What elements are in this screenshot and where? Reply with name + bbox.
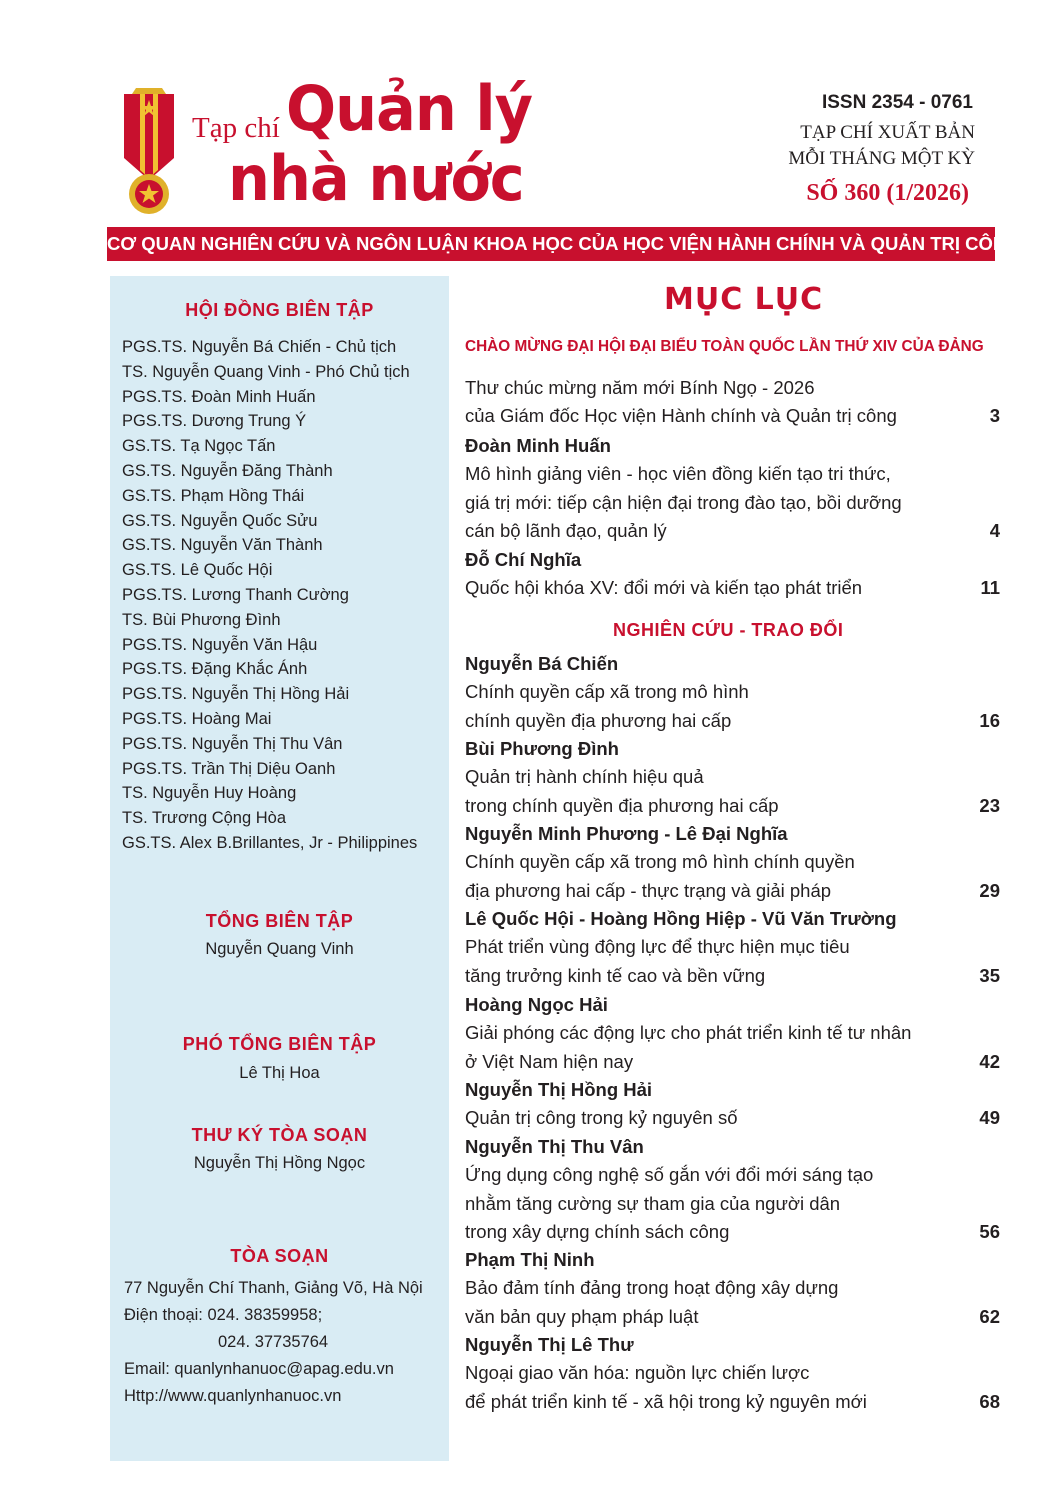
toc-page-number: 16 — [979, 709, 1000, 731]
board-member: GS.TS. Tạ Ngọc Tấn — [122, 437, 276, 456]
toc-article-title-line: tăng trưởng kinh tế cao và bền vững — [465, 964, 766, 986]
toc-page-number: 35 — [979, 964, 1000, 986]
toc-article-title-line: trong xây dựng chính sách công — [465, 1221, 730, 1243]
office-website[interactable]: Http://www.quanlynhanuoc.vn — [124, 1387, 342, 1405]
toc-author: Nguyễn Thị Hồng Hải — [465, 1079, 653, 1100]
toc-title: MỤC LỤC — [664, 282, 824, 317]
office-title: TÒA SOẠN — [230, 1246, 329, 1266]
toc-author: Hoàng Ngọc Hải — [465, 994, 608, 1015]
board-member: PGS.TS. Dương Trung Ý — [122, 412, 307, 431]
toc-section-congress: CHÀO MỪNG ĐẠI HỘI ĐẠI BIỂU TOÀN QUỐC LẦN THỨ XIV CỦA ĐẢNG — [465, 338, 984, 355]
board-member: PGS.TS. Hoàng Mai — [122, 709, 272, 728]
board-member: GS.TS. Nguyễn Văn Thành — [122, 536, 323, 555]
toc-entry[interactable] — [465, 374, 1000, 431]
toc-page-number: 4 — [989, 520, 1000, 542]
toc-section-research: NGHIÊN CỨU - TRAO ĐỔI — [613, 620, 844, 640]
frequency-line2: MỖI THÁNG MỘT KỲ — [788, 148, 975, 169]
publisher-banner: CƠ QUAN NGHIÊN CỨU VÀ NGÔN LUẬN KHOA HỌC CỦA HỌC VIỆN HÀNH CHÍNH VÀ QUẢN TRỊ CÔNG — [107, 227, 995, 261]
toc-article-title-line: Mô hình giảng viên - học viên đồng kiến tạo tri thức, — [465, 463, 891, 485]
toc-article-title-line: cán bộ lãnh đạo, quản lý — [465, 520, 667, 542]
deputy-title: PHÓ TỔNG BIÊN TẬP — [182, 1034, 377, 1054]
toc-article-title-line: Chính quyền cấp xã trong mô hình — [465, 681, 749, 703]
toc-page-number: 11 — [980, 577, 1000, 599]
toc-page-number: 62 — [979, 1305, 1000, 1327]
toc-article-title-line: trong chính quyền địa phương hai cấp — [465, 794, 779, 816]
toc-article-title-line: Chính quyền cấp xã trong mô hình chính quyền — [465, 851, 855, 873]
board-member: PGS.TS. Nguyễn Thị Hồng Hải — [122, 685, 350, 704]
board-member: TS. Bùi Phương Đình — [122, 610, 281, 629]
toc-article-title-line: Quốc hội khóa XV: đổi mới và kiến tạo phát triển — [465, 577, 863, 599]
toc-article-title-line: nhằm tăng cường sự tham gia của người dân — [465, 1192, 841, 1214]
office-phone2: 024. 37735764 — [218, 1333, 329, 1351]
board-title: HỘI ĐỒNG BIÊN TẬP — [185, 300, 374, 320]
toc-page-number: 23 — [979, 794, 1000, 816]
secretary: Nguyễn Thị Hồng Ngọc — [193, 1154, 366, 1172]
toc-article-title-line: Thư chúc mừng năm mới Bính Ngọ - 2026 — [465, 377, 815, 398]
toc-entry[interactable] — [465, 546, 1000, 603]
toc-author: Nguyễn Thị Lê Thư — [465, 1334, 634, 1355]
toc-article-title-line: để phát triển kinh tế - xã hội trong kỷ nguyên mới — [465, 1390, 867, 1412]
toc-article-title-line: Giải phóng các động lực cho phát triển kinh tế tư nhân — [465, 1022, 912, 1044]
toc-author: Bùi Phương Đình — [465, 738, 619, 759]
journal-prefix: Tạp chí — [192, 112, 280, 144]
toc-entry[interactable] — [465, 735, 1000, 820]
office-phone1: Điện thoại: 024. 38359958; — [124, 1306, 323, 1324]
board-member: GS.TS. Nguyễn Đăng Thành — [122, 461, 333, 480]
toc-article-title-line: Bảo đảm tính đảng trong hoạt động xây dựng — [465, 1277, 839, 1299]
board-member: PGS.TS. Nguyễn Văn Hậu — [122, 635, 318, 654]
journal-title-line1: Quản lý — [286, 72, 533, 145]
toc-entry[interactable] — [465, 432, 1000, 546]
toc-author: Đoàn Minh Huấn — [465, 435, 611, 456]
toc-entry[interactable] — [465, 1076, 1000, 1133]
board-member: TS. Nguyễn Huy Hoàng — [122, 784, 297, 803]
editor-in-chief-title: TỔNG BIÊN TẬP — [205, 911, 354, 931]
board-list — [122, 335, 417, 856]
toc-article-title-line: Ứng dụng công nghệ số gắn với đổi mới sáng tạo — [465, 1164, 874, 1186]
board-member: GS.TS. Phạm Hồng Thái — [122, 486, 305, 505]
issn: ISSN 2354 - 0761 — [821, 92, 973, 113]
toc-entry[interactable] — [465, 1331, 1000, 1416]
frequency-line1: TẠP CHÍ XUẤT BẢN — [800, 122, 975, 143]
toc-article-title-line: Quản trị hành chính hiệu quả — [465, 766, 704, 788]
medal-emblem-icon — [118, 88, 180, 218]
board-member: GS.TS. Lê Quốc Hội — [122, 561, 273, 580]
secretary-title: THƯ KÝ TÒA SOẠN — [191, 1125, 368, 1145]
editorial-panel — [110, 276, 449, 1461]
board-member: PGS.TS. Trần Thị Diệu Oanh — [122, 759, 336, 778]
toc-article-title-line: của Giám đốc Học viện Hành chính và Quản trị công — [465, 405, 897, 427]
board-member: PGS.TS. Đoàn Minh Huấn — [122, 387, 316, 406]
board-member: TS. Nguyễn Quang Vinh - Phó Chủ tịch — [122, 362, 410, 381]
toc-entry[interactable] — [465, 820, 1000, 905]
toc-page-number: 42 — [979, 1050, 1000, 1072]
toc-article-title-line: chính quyền địa phương hai cấp — [465, 709, 732, 731]
toc-author: Nguyễn Thị Thu Vân — [465, 1136, 644, 1157]
board-member: TS. Trương Cộng Hòa — [122, 809, 287, 828]
toc-article-title-line: giá trị mới: tiếp cận hiện đại trong đào tạo, bồi dưỡng — [465, 491, 902, 513]
toc-page-number: 29 — [979, 879, 1000, 901]
toc-entry[interactable] — [465, 1133, 1000, 1247]
toc-article-title-line: ở Việt Nam hiện nay — [465, 1050, 634, 1072]
toc-page-number: 3 — [989, 405, 1000, 427]
toc-article-title-line: Ngoại giao văn hóa: nguồn lực chiến lược — [465, 1362, 810, 1384]
board-member: PGS.TS. Nguyễn Thị Thu Vân — [122, 734, 343, 753]
toc-author: Lê Quốc Hội - Hoàng Hồng Hiệp - Vũ Văn Trường — [465, 908, 897, 929]
toc-author: Nguyễn Bá Chiến — [465, 653, 619, 674]
board-member: GS.TS. Nguyễn Quốc Sửu — [122, 511, 318, 530]
office-address: 77 Nguyễn Chí Thanh, Giảng Võ, Hà Nội — [124, 1279, 423, 1297]
board-member: PGS.TS. Lương Thanh Cường — [122, 585, 349, 604]
toc-entry[interactable] — [465, 650, 1000, 735]
toc-article-title-line: văn bản quy phạm pháp luật — [465, 1305, 699, 1327]
board-member: PGS.TS. Đặng Khắc Ánh — [122, 660, 308, 679]
toc-author: Đỗ Chí Nghĩa — [465, 549, 582, 570]
toc-page-number: 68 — [979, 1390, 1000, 1412]
toc-article-title-line: Phát triển vùng động lực để thực hiện mục tiêu — [465, 936, 850, 958]
issue-number: SỐ 360 (1/2026) — [806, 180, 969, 206]
toc-entry[interactable] — [465, 991, 1000, 1076]
toc-author: Nguyễn Minh Phương - Lê Đại Nghĩa — [465, 823, 788, 844]
toc-article-title-line: Quản trị công trong kỷ nguyên số — [465, 1107, 738, 1129]
toc-author: Phạm Thị Ninh — [465, 1249, 595, 1270]
toc-page-number: 56 — [979, 1221, 1000, 1243]
editor-in-chief: Nguyễn Quang Vinh — [205, 940, 354, 958]
toc-article-title-line: địa phương hai cấp - thực trạng và giải pháp — [465, 879, 832, 901]
journal-title-line2: nhà nước — [228, 142, 524, 215]
deputy-editor: Lê Thị Hoa — [239, 1064, 320, 1082]
office-email[interactable]: Email: quanlynhanuoc@apag.edu.vn — [124, 1360, 394, 1378]
board-member: GS.TS. Alex B.Brillantes, Jr - Philippines — [122, 833, 418, 852]
toc-page-number: 49 — [979, 1107, 1000, 1129]
board-member: PGS.TS. Nguyễn Bá Chiến - Chủ tịch — [122, 338, 397, 356]
toc-entry[interactable] — [465, 905, 1000, 990]
toc-entry[interactable] — [465, 1246, 1000, 1331]
